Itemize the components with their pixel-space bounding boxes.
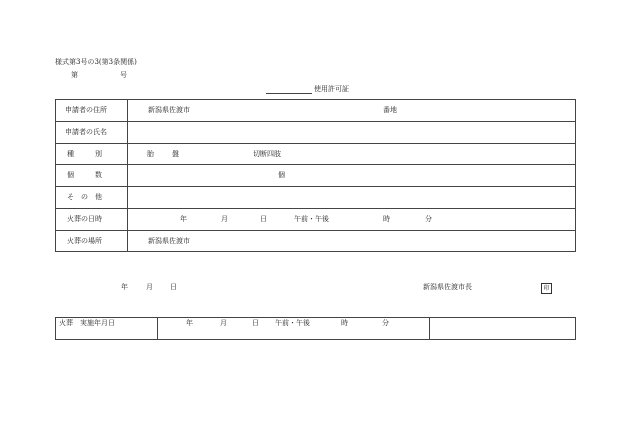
datetime-year: 年 — [180, 215, 187, 223]
type-option-limbs: 切断四肢 — [253, 150, 281, 158]
record-am-pm: 午前・午後 — [275, 319, 310, 327]
record-day: 日 — [252, 319, 259, 327]
type-option-ban: 盤 — [172, 150, 179, 158]
place-prefecture-city: 新潟県佐渡市 — [148, 237, 190, 245]
record-hour: 時 — [341, 319, 348, 327]
label-applicant-name: 申請者の氏名 — [65, 128, 107, 136]
datetime-minute: 分 — [425, 215, 432, 223]
document-title: 使用許可証 — [314, 85, 349, 93]
label-cremation-performed-date: 火葬 実施年月日 — [59, 319, 115, 327]
form-number: 様式第3号の3(第3条関係) — [55, 58, 137, 66]
issue-day: 日 — [170, 283, 177, 291]
record-year: 年 — [186, 319, 193, 327]
datetime-hour: 時 — [383, 215, 390, 223]
label-other: そ の 他 — [67, 193, 102, 201]
datetime-day: 日 — [260, 215, 267, 223]
number-prefix: 第 — [71, 71, 78, 79]
issuer-name: 新潟県佐渡市長 — [423, 283, 472, 291]
record-month: 月 — [220, 319, 227, 327]
number-suffix: 号 — [120, 71, 127, 79]
datetime-am-pm: 午前・午後 — [294, 215, 329, 223]
label-type: 種 別 — [67, 150, 102, 158]
address-banchi: 番地 — [383, 106, 397, 114]
record-minute: 分 — [382, 319, 389, 327]
label-applicant-address: 申請者の住所 — [65, 106, 107, 114]
seal-mark: 印 — [541, 283, 552, 294]
datetime-month: 月 — [221, 215, 228, 223]
issue-year: 年 — [121, 283, 128, 291]
title-blank-line — [266, 93, 312, 94]
label-count: 個 数 — [67, 171, 102, 179]
issue-month: 月 — [146, 283, 153, 291]
type-option-tai: 胎 — [147, 150, 154, 158]
address-prefecture-city: 新潟県佐渡市 — [148, 106, 190, 114]
label-cremation-place: 火葬の場所 — [67, 237, 102, 245]
count-unit: 個 — [278, 171, 285, 179]
label-cremation-datetime: 火葬の日時 — [67, 215, 102, 223]
